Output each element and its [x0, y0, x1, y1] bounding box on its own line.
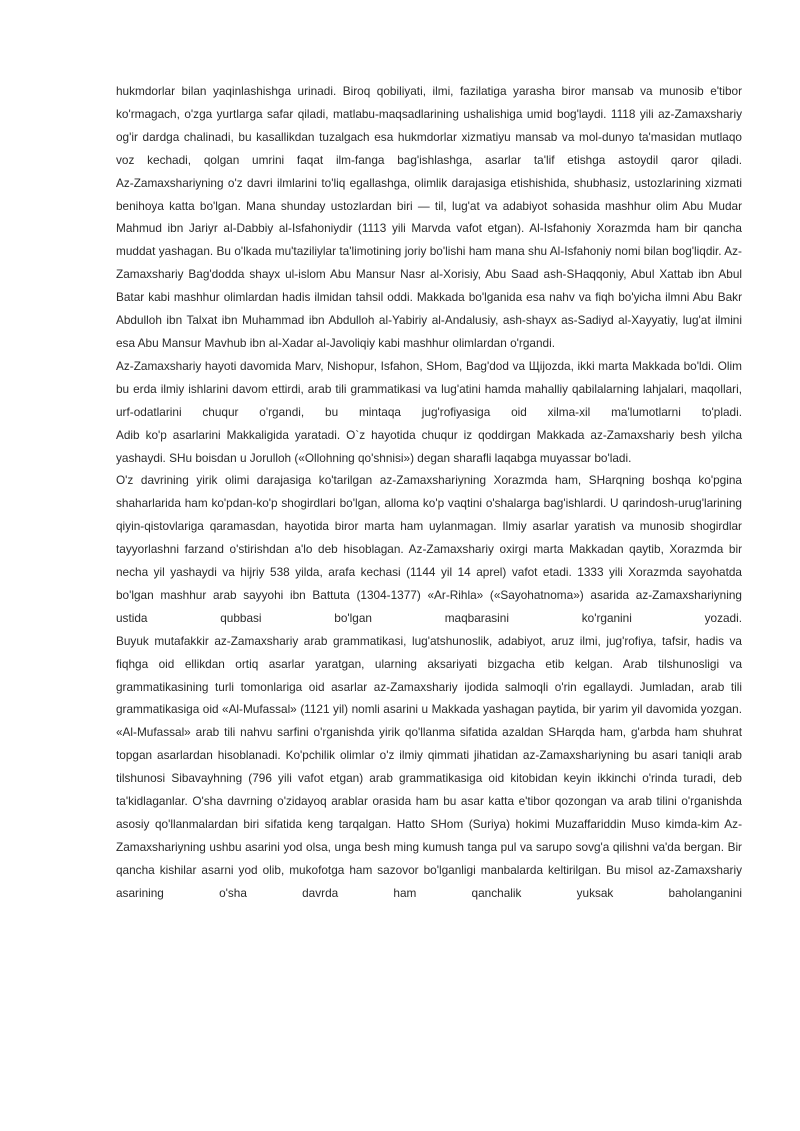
paragraph-1: hukmdorlar bilan yaqinlashishga urinadi. Biroq qobiliyati, ilmi, fazilatiga yarasha biror mansab va munosib e'tibor ko'rmagach, o'zga yurtlarga safar qiladi, matlabu-maqsadlarining ushalishiga umid bog'laydi. 1118 yili az-Zamaxshariy og'ir dardga chalinadi, bu kasallikdan tuzalgach esa hukmdorlar xizmatiyu mansab va mol-dunyo ta'masidan mutlaqo voz kechadi, qolgan umrini faqat ilm-fanga bag'ishlashga, asarlar ta'lif etishga astoydil qaror qiladi. [116, 84, 742, 167]
paragraph-5: O'z davrining yirik olimi darajasiga ko'tarilgan az-Zamaxshariyning Xorazmda ham, SHarqning boshqa ko'pgina shaharlarida ham ko'pdan-ko'p shogirdlari bo'lgan, alloma ko'p vaqtini o'shalarga bag'ishlardi. U qarindosh-urug'larining qiyin-qistovlariga qaramasdan, hayotida biror marta ham uylanmagan. Ilmiy asarlar yaratish va munosib shogirdlar tayyorlashni farzand o'stirishdan a'lo deb hisoblagan. Az-Zamaxshariy oxirgi marta Makkadan qaytib, Xorazmda bir necha yil yashaydi va hijriy 538 yilda, arafa kechasi (1144 yil 14 aprel) vafot etadi. 1333 yili Xorazmda sayohatda bo'lgan mashhur arab sayyohi ibn Battuta (1304-1377) «Ar-Rihla» («Sayohatnoma») asarida az-Zamaxshariyning ustida qubbasi bo'lgan maqbarasini ko'rganini yozadi. [116, 473, 742, 625]
body-text [116, 80, 742, 905]
paragraph-2: Az-Zamaxshariyning o'z davri ilmlarini to'liq egallashga, olimlik darajasiga etishishida, shubhasiz, ustozlarining xizmati benihoya katta bo'lgan. Mana shunday ustozlardan biri — til, lug'at va adabiyot sohasida mashhur olim Abu Mudar Mahmud ibn Jariyr al-Dabbiy al-Isfahoniydir (1113 yili Marvda vafot etgan). Al-Isfahoniy Xorazmda ham bir qancha muddat yashagan. Bu o'lkada mu'taziliylar ta'limotining joriy bo'lishi ham mana shu Al-Isfahoniy nomi bilan bog'liqdir. Az-Zamaxshariy Bag'dodda shayx ul-islom Abu Mansur Nasr al-Xorisiy, Abu Saad ash-SHaqqoniy, Abul Xattab ibn Abul Batar kabi mashhur olimlardan hadis ilmidan tahsil oddi. Makkada bo'lganida esa nahv va fiqh bo'yicha ilmni Abu Bakr Abdulloh ibn Talxat ibn Muhammad ibn Abdulloh al-Yabiriy al-Andalusiy, ash-shayx as-Sadiyd al-Xayyatiy, lug'at ilmini esa Abu Mansur Mavhub ibn al-Xadar al-Javoliqiy kabi mashhur olimlardan o'rgandi. [116, 175, 742, 350]
paragraph-4: Adib ko'p asarlarini Makkaligida yaratadi. O`z hayotida chuqur iz qoddirgan Makkada az-Zamaxshariy besh yilcha yashaydi. SHu boisdan u Jorulloh («Ollohning qo'shnisi») degan sharafli laqabga muyassar bo'ladi. [116, 427, 742, 465]
paragraph-6: Buyuk mutafakkir az-Zamaxshariy arab grammatikasi, lug'atshunoslik, adabiyot, aruz ilmi, jug'rofiya, tafsir, hadis va fiqhga oid ellikdan ortiq asarlar yaratgan, ularning aksariyati bizgacha etib kelgan. Arab tilshunosligi va grammatikasining turli tomonlariga oid asarlar az-Zamaxshariy ijodida salmoqli o'rin egallaydi. Jumladan, arab tili grammatikasiga oid «Al-Mufassal» (1121 yil) nomli asarini u Makkada yashagan paytida, bir yarim yil davomida yozgan. «Al-Mufassal» arab tili nahvu sarfini o'rganishda yirik qo'llanma sifatida azaldan SHarqda ham, g'arbda ham shuhrat topgan asarlardan hisoblanadi. Ko'pchilik olimlar o'z ilmiy qimmati jihatidan az-Zamaxshariyning bu asari taniqli arab tilshunosi Sibavayhning (796 yili vafot etgan) arab grammatikasiga oid kitobidan keyin ikkinchi o'rinda turadi, deb ta'kidlaganlar. O'sha davrning o'zidayoq arablar orasida ham bu asar katta e'tibor qozongan va arab tilini o'rganishda asosiy qo'llanmalardan biri sifatida keng tarqalgan. Hatto SHom (Suriya) hokimi Muzaffariddin Muso kimda-kim Az-Zamaxshariyning ushbu asarini yod olsa, unga besh ming kumush tanga pul va sarupo sovg'a qilishni va'da bergan. Bir qancha kishilar asarni yod olib, mukofotga ham sazovor bo'lganligi manbalarda keltirilgan. Bu misol az-Zamaxshariy asarining o'sha davrda ham qanchalik yuksak baholanganini [116, 633, 742, 900]
paragraph-3: Az-Zamaxshariy hayoti davomida Marv, Nishopur, Isfahon, SHom, Bag'dod va Щijozda, ikki marta Makkada bo'ldi. Olim bu erda ilmiy ishlarini davom ettirdi, arab tili grammatikasi va lug'atini hamda mahalliy qabilalarning lahjalari, maqollari, urf-odatlarini chuqur o'rgandi, bu mintaqa jug'rofiyasiga oid xilma-xil ma'lumotlarni to'pladi. [116, 358, 742, 419]
